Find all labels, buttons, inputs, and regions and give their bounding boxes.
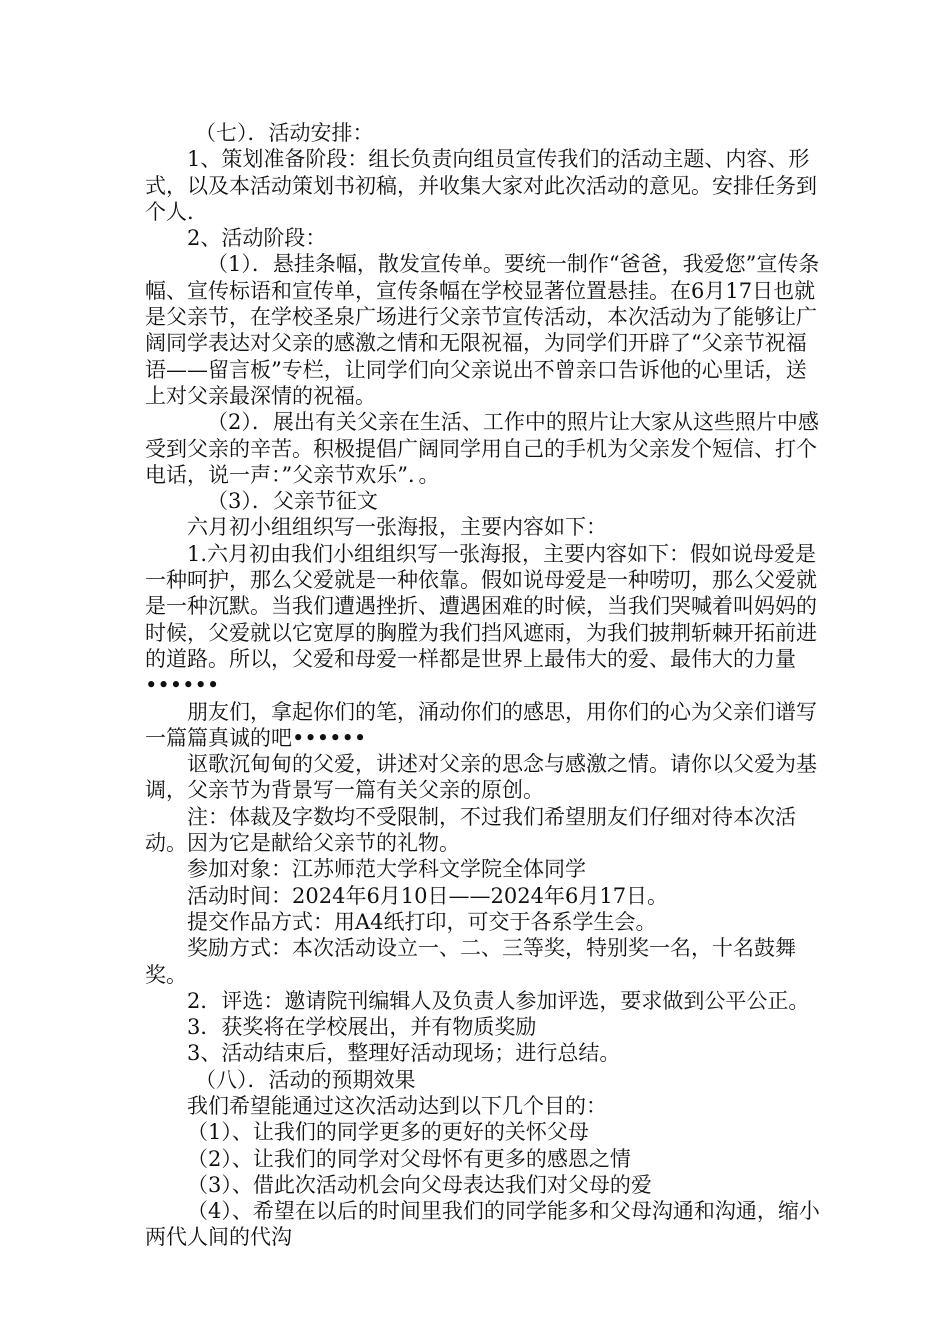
paragraph-submission: 提交作品方式：用A4纸打印，可交于各系学生会。 [187,909,657,934]
paragraph-friends: 朋友们，拿起你们的笔，涌动你们的感思，用你们的心为父亲们谱写一篇篇真诚的吧•••••• [145,699,817,750]
paragraph-goals-intro: 我们希望能通过这次活动达到以下几个目的： [187,1093,607,1118]
paragraph-activity-stage: 2、活动阶段： [187,226,327,251]
list-item-goal-2: （2）、让我们的同学对父母怀有更多的感恩之情 [187,1146,631,1171]
paragraph-note: 注：体裁及字数均不受限制，不过我们希望朋友们仔细对待本次活动。因为它是献给父亲节的礼物。 [145,804,796,856]
list-item-goal-3: （3）、借此次活动机会向父母表达我们对父母的爱 [187,1172,652,1197]
section-heading-eight: （八）．活动的预期效果 [195,1067,416,1092]
paragraph-exhibition: 3．获奖将在学校展出，并有物质奖励 [187,1015,537,1040]
document-page [145,120,825,1251]
paragraph-planning-stage: 1、策划准备阶段：组长负责向组员宣传我们的活动主题、内容、形式，以及本活动策划书初稿，并收集大家对此次活动的意见。安排任务到个人. [145,147,817,224]
section-heading-seven: （七）．活动安排： [195,121,374,145]
paragraph-photos: （2）．展出有关父亲在生活、工作中的照片让大家从这些照片中感受到父亲的辛苦。积极提倡广阔同学用自己的手机为父亲发个短信、打个电话，说一声：”父亲节欢乐”．。 [145,410,819,487]
paragraph-ode: 讴歌沉甸甸的父爱，讲述对父亲的思念与感激之情。请你以父爱为基调，父亲节为背景写一篇有关父亲的原创。 [145,752,817,803]
paragraph-essay-heading: （3）．父亲节征文 [207,489,378,514]
paragraph-judging: 2．评选：邀请院刊编辑人及负责人参加评选，要求做到公平公正。 [187,988,810,1013]
list-item-goal-4: （4）、希望在以后的时间里我们的同学能多和父母沟通和沟通，缩小两代人间的代沟 [145,1199,820,1250]
paragraph-time: 活动时间：2024年6月10日——2024年6月17日。 [187,883,669,908]
paragraph-participants: 参加对象：江苏师范大学科文学院全体同学 [187,857,586,882]
paragraph-poster-content: 1.六月初由我们小组组织写一张海报，主要内容如下：假如说母爱是一种呵护，那么父爱就是一种依靠。假如说母爱是一种唠叨，那么父爱就是一种沉默。当我们遭遇挫折、遭遇困难的时候，当我们哭喊着叫妈妈的时候，父爱就以它宽厚的胸膛为我们挡风遮雨，为我们披荆斩棘开拓前进的道路。所以，父爱和母爱一样都是世界上最伟大的爱、最伟大的力量•••••• [145,541,817,698]
paragraph-awards: 奖励方式：本次活动设立一、二、三等奖，特别奖一名，十名鼓舞奖。 [145,936,796,987]
paragraph-banners: （1）．悬挂条幅，散发宣传单。要统一制作“爸爸，我爱您”宣传条幅、宣传标语和宣传单，宣传条幅在学校显著位置悬挂。在6月17日也就是父亲节，在学校圣泉广场进行父亲节宣传活动，本次活动为了能够让广阔同学表达对父亲的感激之情和无限祝福，为同学们开辟了“父亲节祝福语——留言板”专栏，让同学们向父亲说出不曾亲口告诉他的心里话，送上对父亲最深情的祝福。 [145,252,820,408]
list-item-goal-1: （1）、让我们的同学更多的更好的关怀父母 [187,1120,589,1145]
paragraph-cleanup: 3、活动结束后，整理好活动现场；进行总结。 [187,1041,621,1066]
paragraph-poster-intro: 六月初小组组织写一张海报，主要内容如下： [187,515,607,540]
